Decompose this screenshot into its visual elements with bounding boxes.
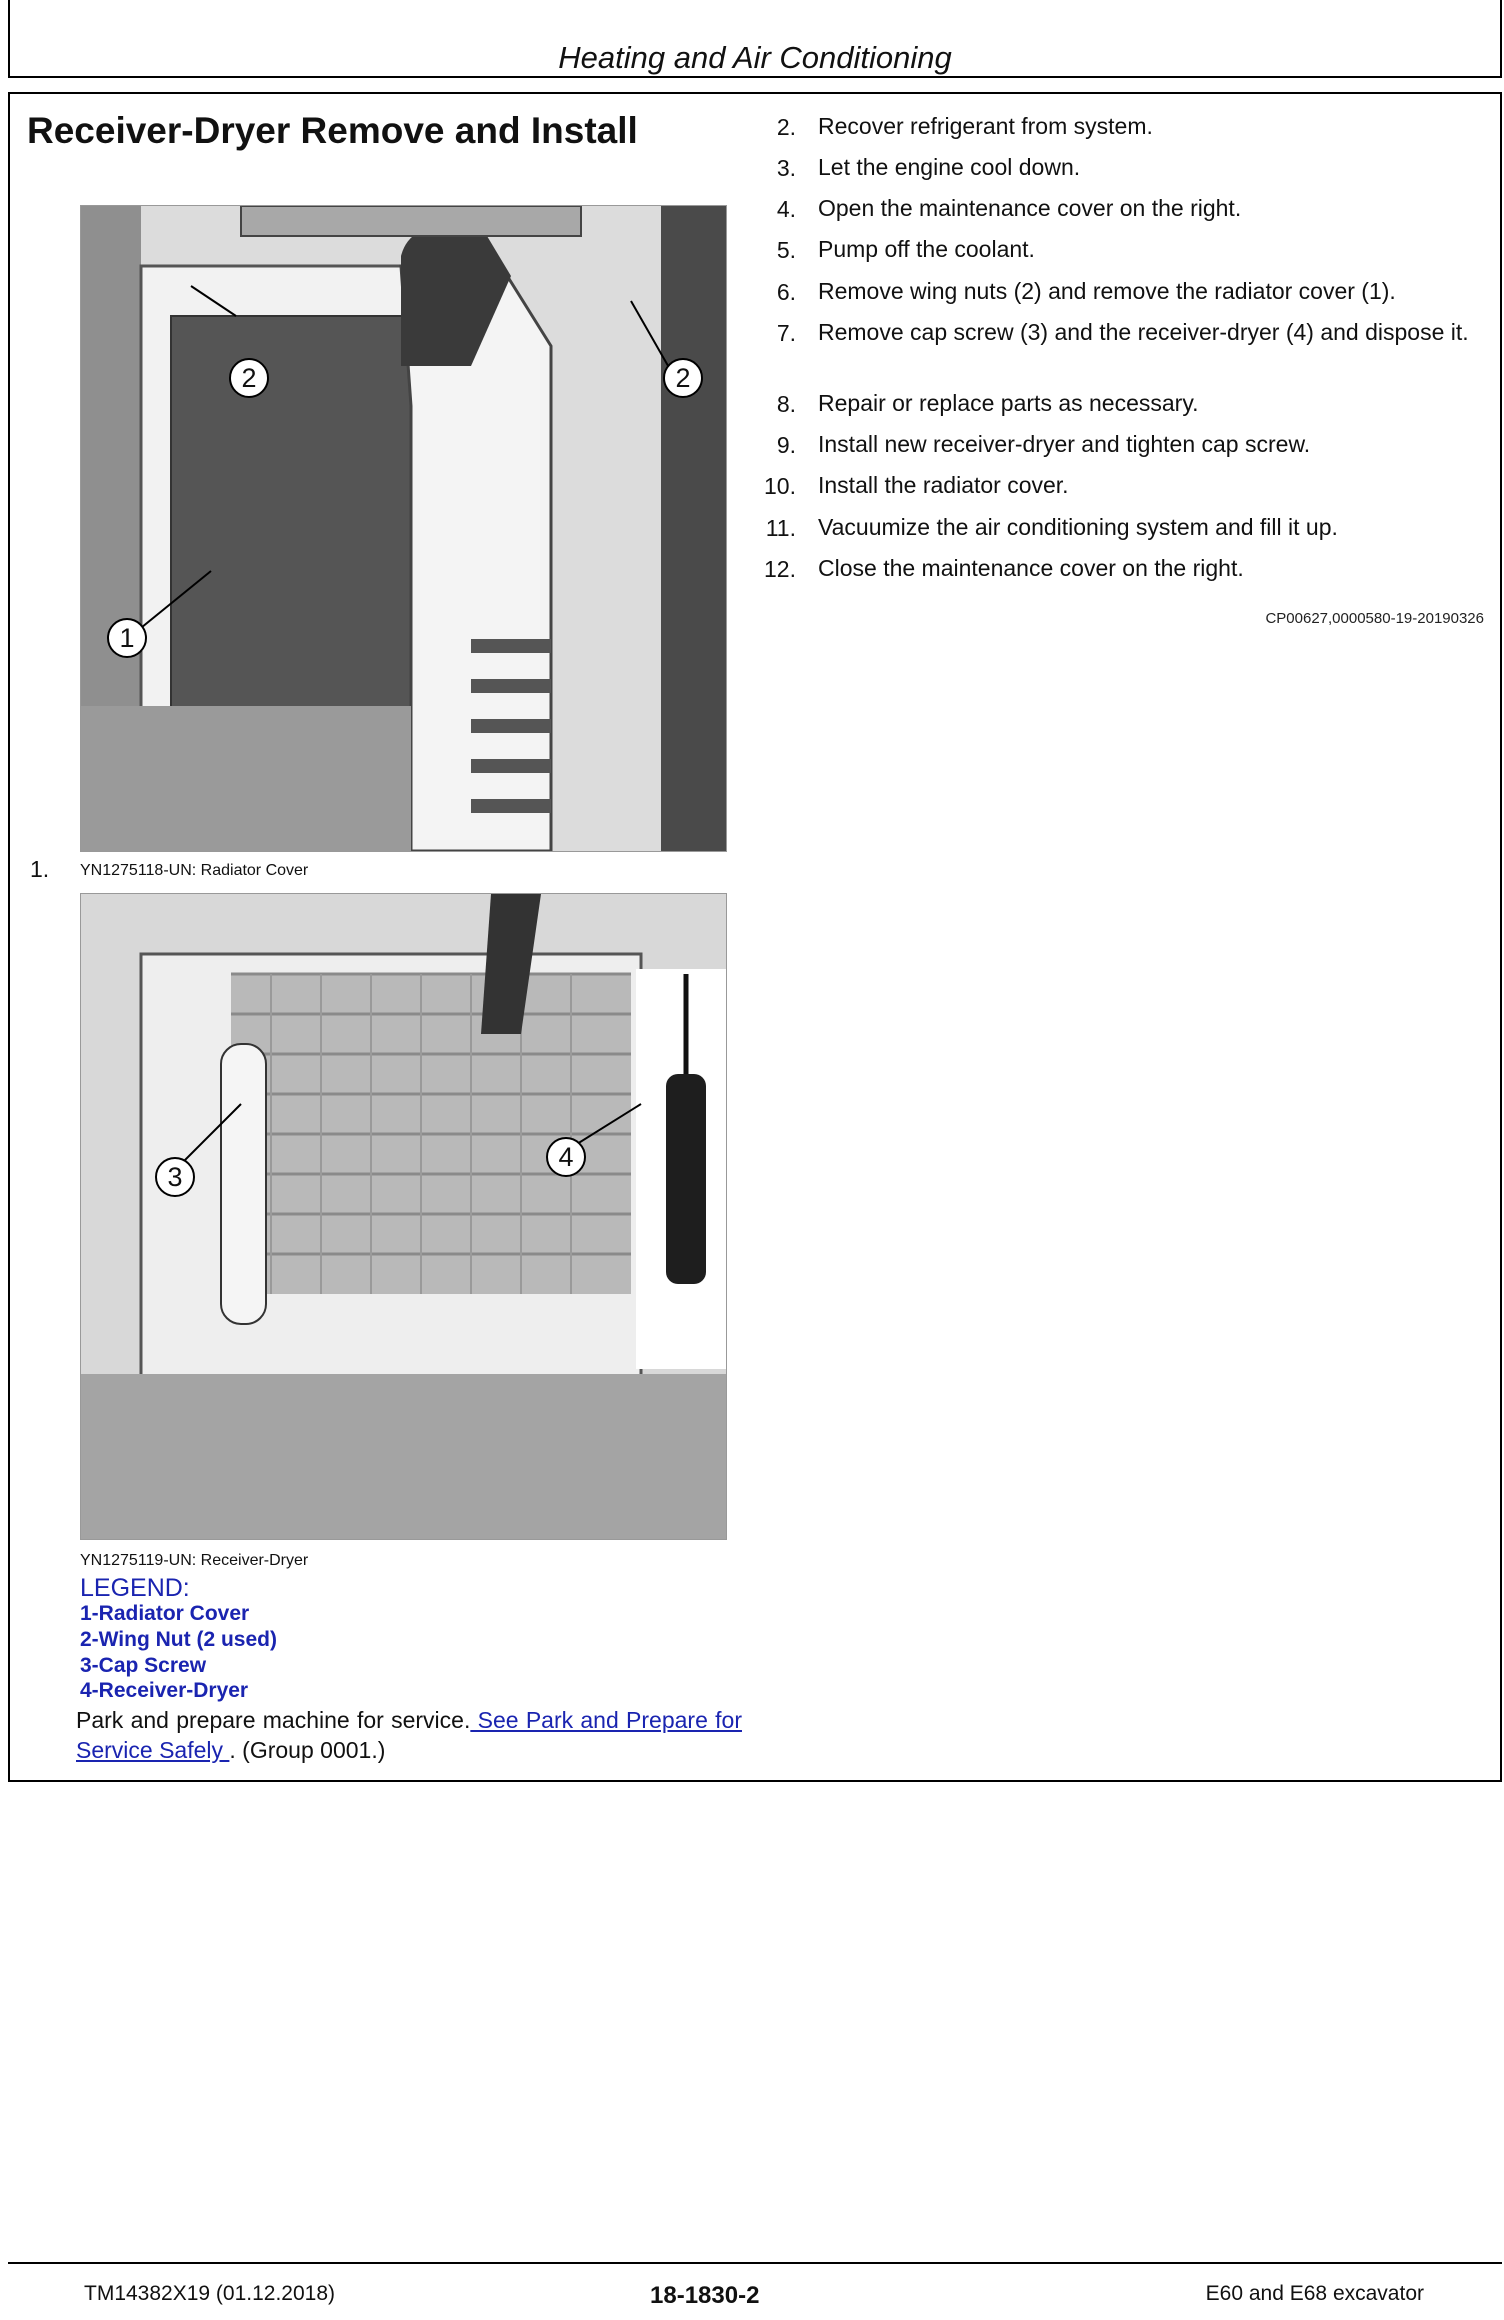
callout-2-left-label: 2 [241, 363, 257, 393]
receiver-dryer-illustration [81, 894, 726, 1539]
step-number: 10. [764, 473, 796, 499]
callout-4 [546, 1137, 586, 1177]
footer-machine-model: E60 and E68 excavator [1205, 2282, 1424, 2305]
step-number: 12. [764, 556, 796, 582]
legend-item: 1-Radiator Cover [80, 1602, 250, 1625]
page-header [8, 0, 1502, 78]
callout-4-label: 4 [558, 1142, 574, 1172]
footer-manual-id: TM14382X19 (01.12.2018) [84, 2282, 336, 2305]
step-number: 3. [776, 155, 796, 181]
figure-2-caption: YN1275119-UN: Receiver-Dryer [80, 1552, 309, 1569]
callout-3-label: 3 [167, 1162, 183, 1192]
callout-2-right [663, 358, 703, 398]
step-text: Close the maintenance cover on the right. [818, 555, 1244, 581]
step-text: Open the maintenance cover on the right. [818, 195, 1242, 221]
radiator-cover-figure [80, 205, 727, 852]
step-text: Remove cap screw (3) and the receiver-dryer (4) and dispose it. [818, 319, 1469, 345]
receiver-dryer-figure [80, 893, 727, 1540]
step-text: Install new receiver-dryer and tighten cap screw. [818, 431, 1311, 457]
figure-1-caption: YN1275118-UN: Radiator Cover [80, 862, 309, 879]
callout-2-left [229, 358, 269, 398]
step-number: 2. [776, 114, 796, 140]
step-text: Recover refrigerant from system. [818, 113, 1153, 139]
radiator-cover-illustration [81, 206, 726, 851]
footer-page-number: 18-1830-2 [650, 2282, 760, 2309]
footer-divider [8, 2262, 1502, 2264]
callout-1 [107, 618, 147, 658]
step-number: 8. [776, 391, 796, 417]
callout-1-label: 1 [119, 623, 135, 653]
park-suffix: . (Group 0001.) [229, 1737, 386, 1763]
callout-2-right-label: 2 [675, 363, 691, 393]
legend-item: 4-Receiver-Dryer [80, 1679, 249, 1702]
legend-title: LEGEND: [80, 1574, 190, 1602]
legend-item: 2-Wing Nut (2 used) [80, 1628, 277, 1651]
step-number: 5. [776, 237, 796, 263]
reference-code: CP00627,0000580-19-20190326 [1265, 610, 1484, 627]
step-text: Let the engine cool down. [818, 154, 1081, 180]
step-number: 6. [776, 279, 796, 305]
section-title: Receiver-Dryer Remove and Install [27, 110, 638, 151]
step-text: Pump off the coolant. [818, 236, 1035, 262]
step-text: Vacuumize the air conditioning system and fill it up. [818, 514, 1338, 540]
step-1-number: 1. [30, 856, 50, 882]
step-number: 9. [776, 432, 796, 458]
callout-3 [155, 1157, 195, 1197]
step-number: 11. [765, 515, 796, 541]
park-prepare-link[interactable]: See Park and Prepare for Service Safely [76, 1707, 742, 1763]
step-text: Remove wing nuts (2) and remove the radiator cover (1). [818, 278, 1396, 304]
header-title: Heating and Air Conditioning [558, 40, 952, 75]
park-text: Park and prepare machine for service. [76, 1707, 471, 1733]
park-instruction [76, 1705, 742, 1765]
step-number: 7. [776, 320, 796, 346]
step-number: 4. [776, 196, 796, 222]
step-text: Install the radiator cover. [818, 472, 1069, 498]
legend-item: 3-Cap Screw [80, 1654, 207, 1677]
step-text: Repair or replace parts as necessary. [818, 390, 1199, 416]
